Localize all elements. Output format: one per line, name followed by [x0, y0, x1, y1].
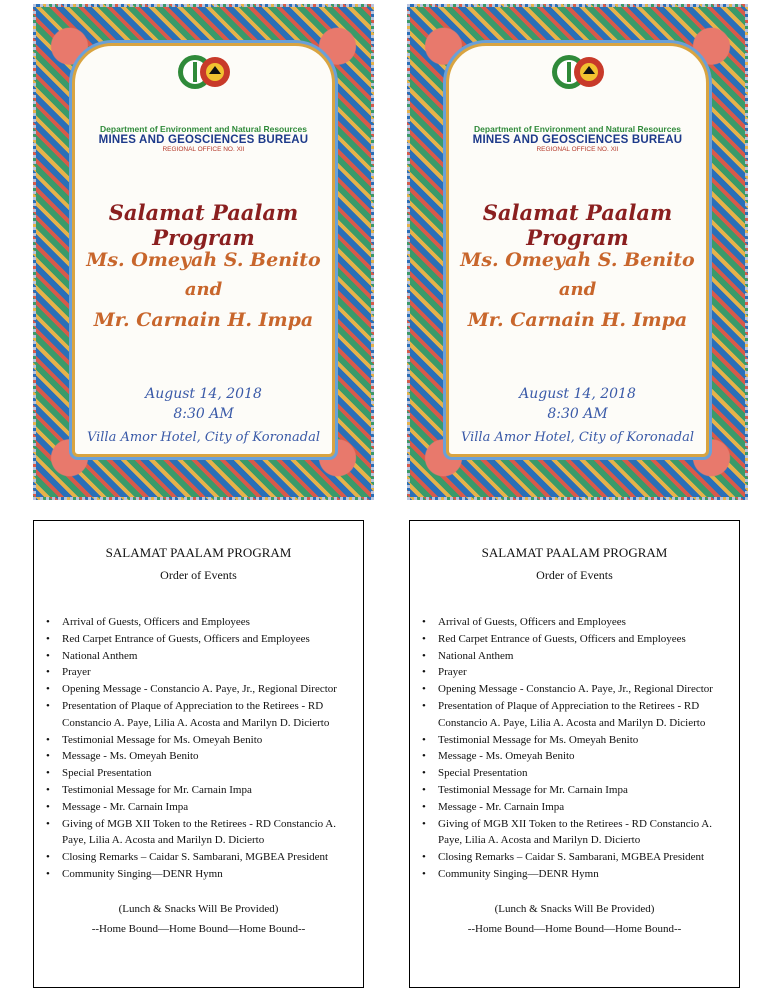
program-sheet-title: SALAMAT PAALAM PROGRAM — [481, 545, 668, 560]
list-item: • Message - Mr. Carnain Impa — [430, 799, 731, 816]
list-item: • Red Carpet Entrance of Guests, Officers and Employees — [54, 631, 355, 648]
honoree-conjunction: and — [558, 279, 597, 300]
list-item: • Community Singing—DENR Hymn — [54, 866, 355, 883]
list-item: • National Anthem — [54, 648, 355, 665]
list-item: • Opening Message - Constancio A. Paye, Jr., Regional Director — [54, 681, 355, 698]
list-item: • National Anthem — [430, 648, 731, 665]
honoree-2: Mr. Carnain H. Impa — [467, 309, 688, 331]
list-item: • Giving of MGB XII Token to the Retirees - RD Constancio A. Paye, Lilia A. Acosta and Marilyn D. Dicierto — [430, 816, 731, 850]
list-item: • Special Presentation — [54, 765, 355, 782]
list-item: • Closing Remarks – Caidar S. Sambarani, MGBEA President — [54, 849, 355, 866]
program-sheet-title: SALAMAT PAALAM PROGRAM — [105, 545, 292, 560]
invitation-card-left — [33, 4, 374, 500]
honoree-conjunction: and — [184, 279, 223, 300]
bureau-name: MINES AND GEOSCIENCES BUREAU — [98, 134, 309, 146]
program-sheet-subtitle: Order of Events — [160, 568, 237, 582]
lunch-note: (Lunch & Snacks Will Be Provided) — [118, 903, 279, 915]
event-date: August 14, 2018 — [145, 386, 262, 402]
department-name: Department of Environment and Natural Resources — [474, 124, 681, 134]
regional-office: REGIONAL OFFICE NO. XII — [536, 146, 619, 153]
list-item: • Message - Mr. Carnain Impa — [54, 799, 355, 816]
program-sheet-subtitle: Order of Events — [536, 568, 613, 582]
honoree-1: Ms. Omeyah S. Benito — [460, 249, 695, 271]
list-item: • Community Singing—DENR Hymn — [430, 866, 731, 883]
list-item: • Testimonial Message for Mr. Carnain Impa — [54, 782, 355, 799]
department-name: Department of Environment and Natural Resources — [100, 124, 307, 134]
program-title: Salamat Paalam Program — [482, 200, 673, 250]
event-time: 8:30 AM — [547, 406, 608, 422]
list-item: • Prayer — [54, 664, 355, 681]
list-item: • Testimonial Message for Ms. Omeyah Benito — [430, 732, 731, 749]
event-date: August 14, 2018 — [519, 386, 636, 402]
list-item: • Testimonial Message for Mr. Carnain Impa — [430, 782, 731, 799]
events-list — [416, 614, 731, 883]
list-item: • Special Presentation — [430, 765, 731, 782]
invitation-frame — [446, 43, 709, 457]
list-item: • Message - Ms. Omeyah Benito — [430, 748, 731, 765]
program-sheet-right — [409, 520, 740, 988]
bureau-name: MINES AND GEOSCIENCES BUREAU — [472, 134, 683, 146]
lunch-note: (Lunch & Snacks Will Be Provided) — [494, 903, 655, 915]
denr-mgb-logo-icon — [549, 52, 607, 92]
program-sheet-left — [33, 520, 364, 988]
list-item: • Red Carpet Entrance of Guests, Officers and Employees — [430, 631, 731, 648]
list-item: • Testimonial Message for Ms. Omeyah Benito — [54, 732, 355, 749]
invitation-card-right — [407, 4, 748, 500]
agency-block — [75, 124, 332, 153]
list-item: • Giving of MGB XII Token to the Retirees - RD Constancio A. Paye, Lilia A. Acosta and Marilyn D. Dicierto — [54, 816, 355, 850]
regional-office: REGIONAL OFFICE NO. XII — [162, 146, 245, 153]
honoree-2: Mr. Carnain H. Impa — [93, 309, 314, 331]
denr-mgb-logo-icon — [175, 52, 233, 92]
event-venue: Villa Amor Hotel, City of Koronadal — [86, 430, 321, 445]
list-item: • Closing Remarks – Caidar S. Sambarani, MGBEA President — [430, 849, 731, 866]
list-item: • Arrival of Guests, Officers and Employees — [54, 614, 355, 631]
list-item: • Presentation of Plaque of Appreciation to the Retirees - RD Constancio A. Paye, Lilia A. Acosta and Marilyn D. Dicierto — [430, 698, 731, 732]
program-title: Salamat Paalam Program — [108, 200, 299, 250]
invitation-frame — [72, 43, 335, 457]
honoree-1: Ms. Omeyah S. Benito — [86, 249, 321, 271]
closing-line: --Home Bound—Home Bound—Home Bound-- — [467, 923, 682, 935]
event-venue: Villa Amor Hotel, City of Koronadal — [460, 430, 695, 445]
list-item: • Opening Message - Constancio A. Paye, Jr., Regional Director — [430, 681, 731, 698]
event-time: 8:30 AM — [173, 406, 234, 422]
list-item: • Message - Ms. Omeyah Benito — [54, 748, 355, 765]
closing-line: --Home Bound—Home Bound—Home Bound-- — [91, 923, 306, 935]
list-item: • Arrival of Guests, Officers and Employees — [430, 614, 731, 631]
agency-block — [449, 124, 706, 153]
list-item: • Presentation of Plaque of Appreciation to the Retirees - RD Constancio A. Paye, Lilia A. Acosta and Marilyn D. Dicierto — [54, 698, 355, 732]
list-item: • Prayer — [430, 664, 731, 681]
events-list — [40, 614, 355, 883]
